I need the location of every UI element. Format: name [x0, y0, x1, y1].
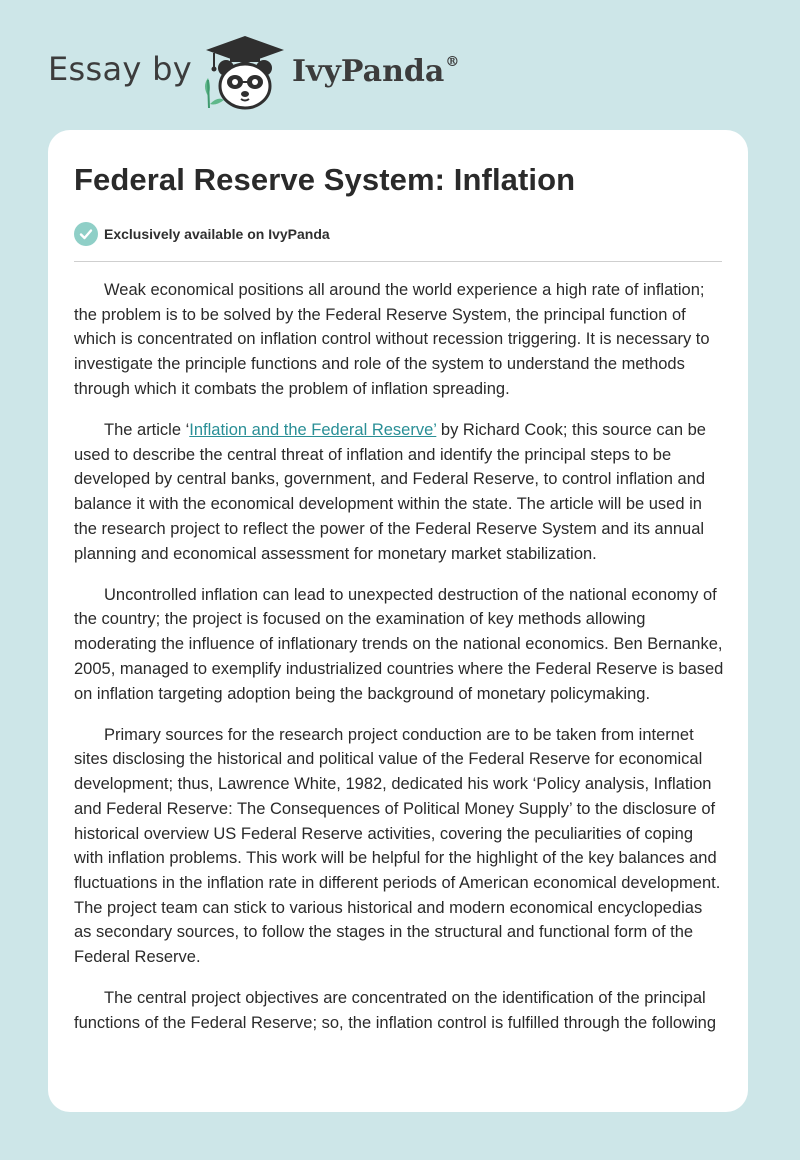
essay-by-label: Essay by [48, 50, 192, 88]
page-title: Federal Reserve System: Inflation [74, 162, 576, 197]
paragraph-3: Uncontrolled inflation can lead to unexpected destruction of the national economy of the country; the project is focused on the examination of key methods allowing moderating the influence of inflationary trends on the national economics. Ben Bernanke, 2005, managed to exemplify industrialized countries where the Federal Reserve is based on inflation targeting adoption being the background of monetary policymaking. [74, 585, 724, 703]
paragraph-2 [74, 418, 724, 566]
brand-name [292, 54, 459, 89]
brand-name-text: IvyPanda [292, 54, 445, 89]
paragraph-2-before: The article ‘ [104, 421, 190, 440]
exclusive-badge-label: Exclusively available on IvyPanda [104, 226, 330, 242]
source-link[interactable]: Inflation and the Federal Reserve’ [189, 421, 437, 440]
essay-body [74, 278, 724, 1052]
trademark-symbol: ® [445, 54, 460, 70]
paragraph-5: The central project objectives are concentrated on the identification of the principal functions of the Federal Reserve; so, the inflation control is fulfilled through the following [74, 989, 717, 1032]
paragraph-1: Weak economical positions all around the world experience a high rate of inflation; the problem is to be solved by the Federal Reserve System, the principal function of which is concentrated on inflation control without recession triggering. It is necessary to investigate the principle functions and role of the system to understand the methods through which it combats the problem of inflation spreading. [74, 281, 710, 398]
panda-logo-icon [200, 34, 290, 112]
paragraph-4: Primary sources for the research project conduction are to be taken from internet sites disclosing the historical and political value of the Federal Reserve for economical development; thus, Lawrence White, 1982, dedicated his work ‘Policy analysis, Inflation and Federal Reserve: The Consequences of Political Money Supply’ to the disclosure of historical overview US Federal Reserve activities, covering the peculiarities of coping with inflation problems. This work will be helpful for the highlight of the key balances and fluctuations in the inflation rate in different periods of American economical development. The project team can stick to various historical and modern economical encyclopedias as secondary sources, to follow the stages in the structural and functional form of the Federal Reserve. [74, 725, 721, 967]
exclusive-badge [74, 222, 330, 246]
title-divider [74, 261, 722, 262]
paragraph-2-after: by Richard Cook; this source can be used to describe the central threat of inflation and identify the principal steps to be developed by central banks, government, and Federal Reserve, to control inflation and balance it with the economical development within the state. The article will be used in the research project to reflect the power of the Federal Reserve System and its annual planning and economical assessment for monetary market stabilization. [74, 421, 706, 563]
essay-card [48, 130, 748, 1112]
site-header [48, 30, 748, 110]
check-circle-icon [74, 222, 98, 246]
